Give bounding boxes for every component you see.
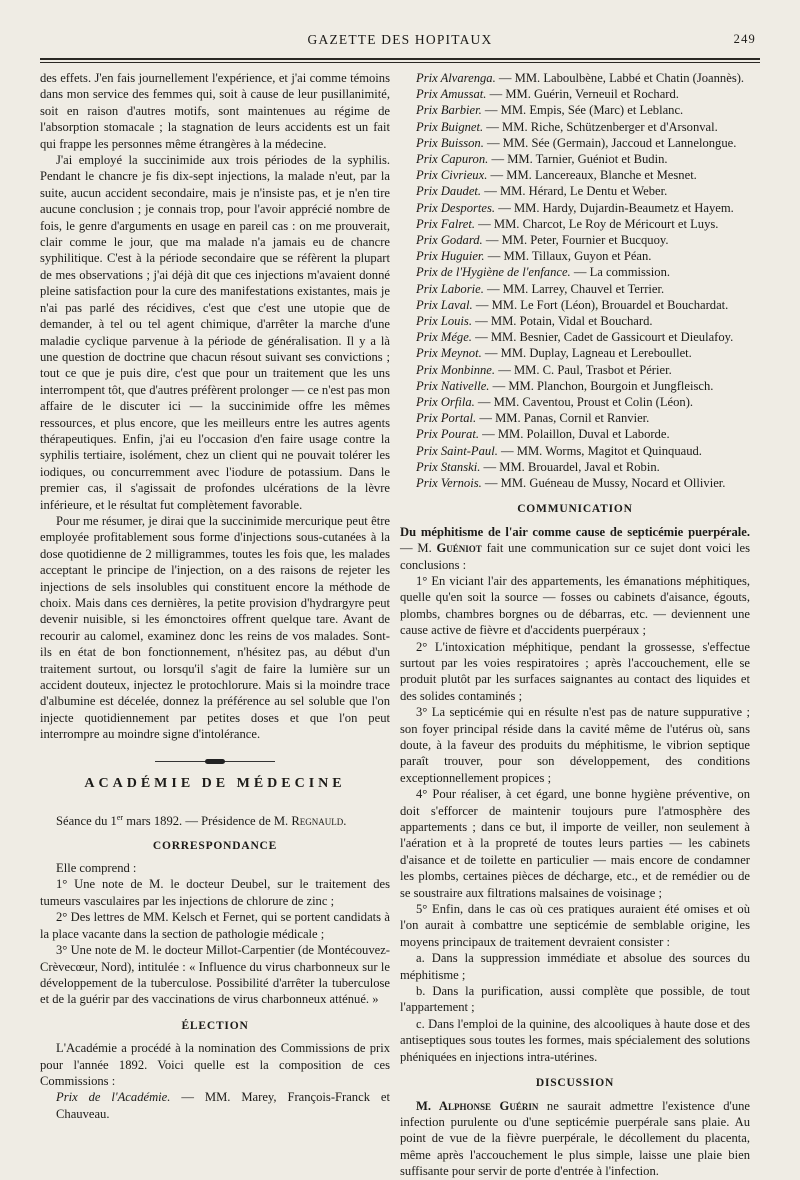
prize-entry [400, 329, 750, 345]
prize-entry [400, 151, 750, 167]
conclusion-sub: c. Dans l'emploi de la quinine, des alcooliques à haute dose et des antiseptiques sous toutes les formes, mais spécialement des solutions phéniquées en injections intra-utérines. [400, 1016, 750, 1064]
prize-members: — MM. Caventou, Proust et Colin (Léon). [474, 395, 694, 410]
prize-members: — MM. Potain, Vidal et Bouchard. [471, 314, 653, 329]
communication-dash: — M. [400, 541, 437, 556]
conclusion: 3° La septicémie qui en résulte n'est pas de nature suppurative ; son foyer principal réside dans la cavité même de l'utérus où, sans doute, à la faveur des produits du méphitisme, le vibrion septique paraît trouver, pour son développement, des conditions exceptionnellement propices ; [400, 705, 750, 785]
prize-name: Prix Vernois. [416, 476, 482, 491]
prize-members: — MM. Marey, François-Franck et Chauveau. [56, 1090, 391, 1121]
prize-name: Prix Mége. [416, 330, 472, 345]
prize-entry [400, 70, 750, 86]
prize-members: — MM. Guéneau de Mussy, Nocard et Ollivier. [481, 476, 726, 491]
prize-name: Prix de l'Hygiène de l'enfance. [416, 265, 571, 280]
discussion-author: M. Alphonse Guérin [416, 1098, 539, 1113]
prize-name: Prix Laval. [416, 297, 473, 312]
prize-name: Prix Louis. [416, 314, 472, 329]
prize-name: Prix Stanski. [416, 459, 481, 474]
discussion-rest: ne saurait admettre l'existence d'une infection purulente ou d'une septicémie puerpérale sans plaie. Au point de vue de la fièvre puerpérale, le décollement du placenta, même après l'accouchement le plus simple, laisse une plaie bien suffisante pour servir de porte d'entrée à l'infection. [400, 1098, 750, 1179]
prize-name: Prix Capuron. [416, 152, 489, 167]
prize-entry [400, 232, 750, 248]
prize-name: Prix Laborie. [416, 281, 484, 296]
prize-members: — MM. Larrey, Chauvel et Terrier. [483, 281, 665, 296]
prize-members: — MM. Empis, Sée (Marc) et Leblanc. [481, 103, 684, 118]
prize-name: Prix Daudet. [416, 184, 482, 199]
conclusion: 4° Pour réaliser, à cet égard, une bonne hygiène préventive, on doit s'efforcer de maintenir toujours pure l'atmosphère des appartements ; dans ce but, il importe de veiller, non seulement à l'aération et à la propreté de toutes leurs parties — les cabinets d'aisance et de toilette en particulier — mais encore de condamner les plombs, certaines pièces de décharge, etc., et de remédier ou de se soustraire aux filtrations malsaines de voisinage ; [400, 787, 750, 900]
prize-name: Prix Huguier. [416, 249, 485, 264]
prize-members: — MM. Le Fort (Léon), Brouardel et Bouchardat. [472, 297, 729, 312]
prize-name: Prix Monbinne. [416, 362, 496, 377]
discussion-heading: DISCUSSION [535, 1077, 615, 1090]
prize-name: Prix Barbier. [416, 103, 482, 118]
communication-intro [400, 524, 750, 573]
prize-members: — MM. Planchon, Bourgoin et Jungfleisch. [489, 378, 714, 393]
prize-entry [400, 200, 750, 216]
conclusion: 5° Enfin, dans le cas où ces pratiques auraient été omises et où l'on aurait à combattre une septicémie de semblable origine, les moyens principaux de traitement devraient consister : [400, 902, 750, 949]
conclusion: 1° En viciant l'air des appartements, les émanations méphitiques, quelle qu'en soit la source — fosses ou cabinets d'aisance, égouts, plombs, chambres borgnes ou de débarras, etc. — deviennent une cause active de fièvre et d'accidents puerpéraux ; [400, 573, 750, 638]
page-number: 249 [733, 32, 756, 46]
prize-members: — MM. Hérard, Le Dentu et Weber. [481, 184, 668, 199]
prize-entry [400, 313, 750, 329]
prize-members: — MM. Brouardel, Javal et Robin. [480, 459, 660, 474]
prize-members: — MM. Panas, Cornil et Ranvier. [476, 411, 650, 426]
prize-name: Prix Amussat. [416, 87, 487, 102]
prize-entry [40, 1089, 390, 1121]
paragraph: des effets. J'en fais journellement l'expérience, et j'ai comme témoins dans mon service des femmes qui, soit à cause de leur pusillanimité, soit en raison d'autres motifs, sont maintenues au régime de l'absorption stomacale ; la stagnation de leurs accidents est un fait qui frappe les personnes même étrangères à la médecine. [40, 71, 390, 151]
paragraph: 3° Une note de M. le docteur Millot-Carpentier (de Montécouvez-Crèvecœur, Nord), intitulée : « Influence du virus charbonneux sur le développement de la tuberculose. Possibilité d'arrêter la tuberculose et de la guérir par des vaccinations de virus charbonneux atténué. » [40, 943, 390, 1007]
header-rule-thin [40, 62, 760, 63]
prize-entry [400, 264, 750, 280]
paragraph: L'Académie a procédé à la nomination des Commissions de prix pour l'année 1892. Voici quelle est la composition de ces Commissions : [40, 1041, 390, 1088]
prize-members: — MM. Riche, Schützenberger et d'Arsonval. [483, 119, 718, 134]
academie-heading: ACADÉMIE DE MÉDECINE [84, 775, 346, 791]
seance-sup: er [116, 813, 124, 823]
prize-entry [400, 426, 750, 442]
journal-title: GAZETTE DES HOPITAUX [307, 32, 493, 47]
prize-entry [400, 281, 750, 297]
prize-name: Prix Saint-Paul. [416, 443, 498, 458]
page-header [40, 32, 760, 54]
prize-entry [400, 362, 750, 378]
prize-entry [400, 135, 750, 151]
prize-members: — MM. Charcot, Le Roy de Méricourt et Luys. [475, 216, 719, 231]
prize-name: Prix Orfila. [416, 395, 475, 410]
header-rule-thick [40, 58, 760, 60]
prize-entry [400, 378, 750, 394]
conclusion-sub: b. Dans la purification, aussi complète que possible, de tout l'appartement ; [400, 984, 750, 1015]
prize-name: Prix Buisson. [416, 135, 484, 150]
seance-rest: mars 1892. — Présidence de M. [123, 814, 292, 829]
prize-entry [400, 119, 750, 135]
prize-members: — MM. Sée (Germain), Jaccoud et Lannelongue. [483, 135, 737, 150]
communication-title: Du méphitisme de l'air comme cause de septicémie puerpérale. [400, 524, 750, 539]
prize-entry [400, 394, 750, 410]
prize-members: — MM. Duplay, Lagneau et Lereboullet. [481, 346, 692, 361]
discussion-paragraph [400, 1098, 750, 1180]
prize-entry [400, 475, 750, 491]
prize-name: Prix Nativelle. [416, 378, 490, 393]
section-separator [155, 761, 275, 762]
prize-members: — MM. Hardy, Dujardin-Beaumetz et Hayem. [495, 200, 734, 215]
right-column [400, 70, 750, 1180]
prize-entry [400, 183, 750, 199]
communication-heading: COMMUNICATION [517, 503, 633, 516]
prize-entry [400, 297, 750, 313]
prize-members: — MM. Tarnier, Guéniot et Budin. [488, 152, 668, 167]
prize-name: Prix Meynot. [416, 346, 482, 361]
prize-name: Prix Alvarenga. [416, 71, 496, 85]
prize-members: — MM. Tillaux, Guyon et Péan. [484, 249, 652, 264]
prize-entry [400, 216, 750, 232]
paragraph: J'ai employé la succinimide aux trois périodes de la syphilis. Pendant le chancre je fis dix-sept injections, la malade n'eut, par la suite, aucun accident secondaire, mais je n'insiste pas, et je n'en tire aucune conclusion ; je connais trop, pour l'avoir apprécié nombre de fois, le genre d'arguments en usage en pareil cas : on me prouverait, clair comme le jour, que ma malade n'a jamais eu de chancre syphilitique. C'est à la période secondaire que se réfèrent la plupart de mes observations ; j'ai déjà dit que ces injections m'avaient donné pleine satisfaction pour la cure des manifestations existantes, mais je n'ai pas parlé des récidives, c'est que c'est une utopie que de demander, à tel ou tel agent chimique, d'arrêter la marche d'une maladie cyclique parvenue à la période de généralisation. Il y a là une question de doctrine que chacun résout suivant ses convictions ; tout ce que je puis dire, c'est que pour un traitement que les uns interrompent tôt, que d'autres préfèrent prolonger — ce n'est pas mon affaire de le discuter ici — la succinimide offre les mêmes ressources, et plus encore, que les meilleurs entre les autres agents thérapeutiques. Enfin, j'ai eu l'occasion d'en faire usage contre la syphilis tertiaire, isolément, chez un client qui ne pouvait tolérer les iodiques, ou concurremment avec l'iodure de potassium. Dans le premier cas, il s'agissait de profondes ulcérations de la lèvre inférieure, et le résultat fut complètement favorable. [40, 153, 390, 512]
paragraph: Elle comprend : [56, 861, 137, 876]
seance-prefix: Séance du 1 [56, 814, 117, 829]
paragraph: 1° Une note de M. le docteur Deubel, sur le traitement des tumeurs vasculaires par les injections de chlorure de zinc ; [40, 877, 390, 908]
prize-members: — MM. Peter, Fournier et Bucquoy. [482, 233, 669, 248]
communication-author: Guéniot [436, 541, 482, 556]
separator-ornament [205, 759, 225, 764]
prize-name: Prix Portal. [416, 411, 477, 426]
prize-name: Prix Pourat. [416, 427, 479, 442]
paragraph: Pour me résumer, je dirai que la succinimide mercurique peut être employée profitablement sous forme d'injections sous-cutanées à la dose quotidienne de 2 milligrammes, toutes les fois que, les malades acceptant le principe de l'injection, on a des raisons de rejeter les injections de sels insolubles qui constituent encore la méthode de choix. Mais dans ces dernières, la petite provision d'hydrargyre peut devenir nuisible, si les émonctoires offrent quelque tare. Avant de recourir au calomel, examinez donc les reins de vos malades. Sont-ils en état de bon fonctionnement, n'hésitez pas, au début d'un traitement surtout, ou lorsqu'il s'agit de faire la lumière sur un accident douteux, injectez le protochlorure. Mais si la moindre trace d'albumine est décelée, donnez la préférence au sel soluble que l'on injecte quotidiennement par petites doses et que l'on peut interrompre au moindre signe d'intolérance. [40, 513, 390, 742]
prize-entry [400, 86, 750, 102]
prize-entry [400, 459, 750, 475]
prize-name: Prix Falret. [416, 216, 475, 231]
prize-members: — MM. C. Paul, Trasbot et Périer. [495, 362, 672, 377]
prize-members: — MM. Worms, Magitot et Quinquaud. [497, 443, 702, 458]
prize-name: Prix Buignet. [416, 119, 484, 134]
left-column [40, 70, 390, 1122]
paragraph: 2° Des lettres de MM. Kelsch et Fernet, qui se portent candidats à la place vacante dans la section de pathologie médicale ; [40, 910, 390, 941]
conclusion-sub: a. Dans la suppression immédiate et absolue des sources du méphitisme ; [400, 951, 750, 982]
prize-members: — MM. Lancereaux, Blanche et Mesnet. [487, 168, 697, 183]
correspondance-heading: CORRESPONDANCE [152, 839, 278, 852]
prize-entry [400, 345, 750, 361]
prize-members: — MM. Guérin, Verneuil et Rochard. [486, 87, 679, 102]
prize-list [400, 70, 750, 491]
prize-entry [400, 167, 750, 183]
prize-members: — MM. Polaillon, Duval et Laborde. [478, 427, 670, 442]
prize-name: Prix de l'Académie. [56, 1090, 171, 1105]
seance-line [40, 810, 390, 830]
prize-members: — MM. Laboulbène, Labbé et Chatin (Joannès). [495, 71, 745, 85]
election-heading: ÉLECTION [181, 1019, 249, 1032]
prize-members: — MM. Besnier, Cadet de Gassicourt et Dieulafoy. [471, 330, 734, 345]
prize-members: — La commission. [570, 265, 671, 280]
prize-name: Prix Civrieux. [416, 168, 488, 183]
communication-rest: fait une communication sur ce sujet dont voici les conclusions : [400, 541, 750, 572]
prize-entry [400, 443, 750, 459]
prize-name: Prix Desportes. [416, 200, 496, 215]
seance-president: Regnauld. [291, 814, 347, 829]
prize-name: Prix Godard. [416, 233, 483, 248]
conclusion: 2° L'intoxication méphitique, pendant la grossesse, s'effectue surtout par les voies respiratoires ; après l'accouchement, elle se produit plutôt par les surfaces saignantes au contact des liquides et des solides contaminés ; [400, 639, 750, 703]
prize-entry [400, 102, 750, 118]
prize-entry [400, 410, 750, 426]
prize-entry [400, 248, 750, 264]
